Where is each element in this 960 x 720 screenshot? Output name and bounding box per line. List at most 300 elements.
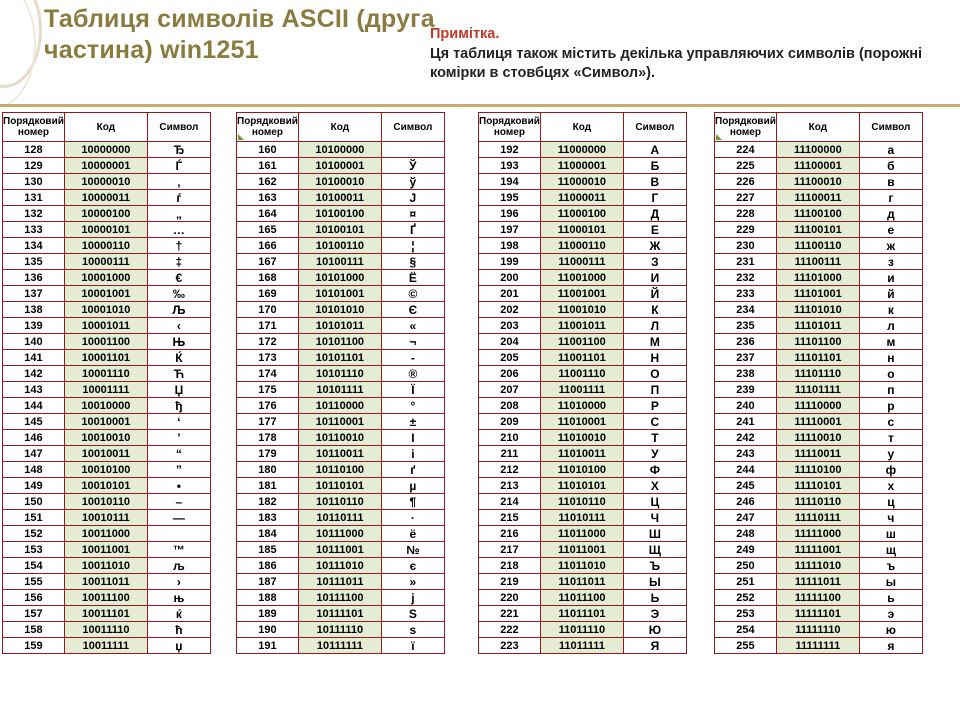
cell-index: 145: [3, 414, 65, 430]
table-row: [479, 142, 687, 158]
cell-symbol: ј: [381, 590, 444, 606]
cell-symbol: м: [859, 334, 922, 350]
table-row: [479, 414, 687, 430]
cell-code: 10111001: [298, 542, 381, 558]
cell-index: 174: [237, 366, 299, 382]
cell-symbol: –: [147, 494, 210, 510]
cell-symbol: ґ: [381, 462, 444, 478]
table-row: [479, 542, 687, 558]
cell-index: 147: [3, 446, 65, 462]
cell-code: 11000111: [540, 254, 623, 270]
cell-symbol: ”: [147, 462, 210, 478]
cell-code: 10110110: [298, 494, 381, 510]
table-header-row: [479, 113, 687, 142]
cell-symbol: -: [381, 350, 444, 366]
cell-symbol: г: [859, 190, 922, 206]
cell-index: 210: [479, 430, 541, 446]
column-header-index: Порядковий номер: [3, 113, 65, 142]
table-row: [479, 462, 687, 478]
cell-index: 219: [479, 574, 541, 590]
cell-symbol: №: [381, 542, 444, 558]
cell-code: 11010010: [540, 430, 623, 446]
cell-index: 137: [3, 286, 65, 302]
cell-symbol: µ: [381, 478, 444, 494]
cell-index: 244: [715, 462, 777, 478]
table-row: [237, 302, 445, 318]
cell-index: 132: [3, 206, 65, 222]
table-row: [715, 606, 923, 622]
cell-symbol: [147, 526, 210, 542]
cell-index: 159: [3, 638, 65, 654]
table-row: [3, 174, 211, 190]
cell-code: 11100110: [776, 238, 859, 254]
cell-index: 140: [3, 334, 65, 350]
table-row: [237, 366, 445, 382]
cell-code: 10010000: [64, 398, 147, 414]
cell-code: 11100010: [776, 174, 859, 190]
table-header-row: [237, 113, 445, 142]
cell-symbol: х: [859, 478, 922, 494]
cell-symbol: љ: [147, 558, 210, 574]
cell-index: 248: [715, 526, 777, 542]
cell-code: 10011011: [64, 574, 147, 590]
cell-index: 211: [479, 446, 541, 462]
cell-code: 10111111: [298, 638, 381, 654]
table-row: [479, 174, 687, 190]
cell-code: 10010100: [64, 462, 147, 478]
decorative-arc-inner: [0, 0, 36, 108]
cell-index: 166: [237, 238, 299, 254]
table-row: [3, 190, 211, 206]
cell-index: 149: [3, 478, 65, 494]
cell-symbol: О: [623, 366, 686, 382]
header-divider: [0, 104, 960, 107]
table-row: [3, 222, 211, 238]
table-row: [237, 206, 445, 222]
cell-symbol: Ґ: [381, 222, 444, 238]
cell-code: 10100110: [298, 238, 381, 254]
cell-code: 10100000: [298, 142, 381, 158]
table-row: [479, 510, 687, 526]
cell-symbol: ‚: [147, 174, 210, 190]
table-row: [715, 366, 923, 382]
table-row: [715, 542, 923, 558]
cell-symbol: э: [859, 606, 922, 622]
cell-symbol: Н: [623, 350, 686, 366]
table-header-row: [715, 113, 923, 142]
cell-symbol: Р: [623, 398, 686, 414]
table-row: [237, 590, 445, 606]
ascii-table-block-3: [714, 112, 923, 654]
cell-symbol: У: [623, 446, 686, 462]
cell-symbol: ў: [381, 174, 444, 190]
cell-symbol: Л: [623, 318, 686, 334]
cell-index: 161: [237, 158, 299, 174]
cell-index: 173: [237, 350, 299, 366]
cell-symbol: п: [859, 382, 922, 398]
decorative-arc-outer: [0, 0, 42, 88]
cell-code: 10000001: [64, 158, 147, 174]
table-row: [715, 414, 923, 430]
cell-index: 156: [3, 590, 65, 606]
cell-code: 11010110: [540, 494, 623, 510]
cell-index: 214: [479, 494, 541, 510]
cell-symbol: Ћ: [147, 366, 210, 382]
table-row: [237, 526, 445, 542]
column-header-symbol: Символ: [147, 113, 210, 142]
cell-code: 10101100: [298, 334, 381, 350]
cell-code: 11111101: [776, 606, 859, 622]
cell-index: 250: [715, 558, 777, 574]
cell-index: 207: [479, 382, 541, 398]
cell-symbol: ќ: [147, 606, 210, 622]
cell-symbol: с: [859, 414, 922, 430]
table-row: [3, 446, 211, 462]
table-row: [479, 494, 687, 510]
cell-index: 239: [715, 382, 777, 398]
table-row: [715, 430, 923, 446]
cell-code: 10111110: [298, 622, 381, 638]
cell-symbol: Є: [381, 302, 444, 318]
cell-index: 150: [3, 494, 65, 510]
table-row: [237, 478, 445, 494]
table-row: [237, 414, 445, 430]
ascii-table-block-2: [478, 112, 687, 654]
cell-symbol: Д: [623, 206, 686, 222]
cell-code: 10011111: [64, 638, 147, 654]
cell-index: 154: [3, 558, 65, 574]
cell-index: 199: [479, 254, 541, 270]
table-row: [237, 334, 445, 350]
cell-code: 11100011: [776, 190, 859, 206]
cell-index: 182: [237, 494, 299, 510]
table-row: [237, 462, 445, 478]
cell-symbol: ›: [147, 574, 210, 590]
cell-code: 10100010: [298, 174, 381, 190]
cell-symbol: к: [859, 302, 922, 318]
cell-symbol: Ы: [623, 574, 686, 590]
cell-symbol: ч: [859, 510, 922, 526]
cell-symbol: ¤: [381, 206, 444, 222]
cell-index: 238: [715, 366, 777, 382]
cell-code: 11001110: [540, 366, 623, 382]
cell-index: 152: [3, 526, 65, 542]
cell-index: 233: [715, 286, 777, 302]
cell-symbol: С: [623, 414, 686, 430]
table-row: [479, 254, 687, 270]
table-row: [715, 382, 923, 398]
cell-index: 138: [3, 302, 65, 318]
cell-code: 11101000: [776, 270, 859, 286]
cell-symbol: «: [381, 318, 444, 334]
cell-code: 11011110: [540, 622, 623, 638]
cell-code: 10011101: [64, 606, 147, 622]
table-row: [479, 206, 687, 222]
cell-index: 133: [3, 222, 65, 238]
table-row: [715, 158, 923, 174]
cell-index: 151: [3, 510, 65, 526]
column-header-symbol: Символ: [381, 113, 444, 142]
cell-symbol: Џ: [147, 382, 210, 398]
cell-code: 11001000: [540, 270, 623, 286]
cell-index: 254: [715, 622, 777, 638]
cell-symbol: н: [859, 350, 922, 366]
cell-symbol: є: [381, 558, 444, 574]
cell-code: 10110001: [298, 414, 381, 430]
cell-code: 11000101: [540, 222, 623, 238]
table-row: [479, 270, 687, 286]
cell-index: 196: [479, 206, 541, 222]
cell-symbol: ё: [381, 526, 444, 542]
cell-symbol: І: [381, 430, 444, 446]
cell-index: 217: [479, 542, 541, 558]
cell-symbol: њ: [147, 590, 210, 606]
table-row: [3, 430, 211, 446]
table-row: [715, 574, 923, 590]
column-header-symbol: Символ: [859, 113, 922, 142]
table-row: [3, 142, 211, 158]
cell-code: 11000100: [540, 206, 623, 222]
cell-index: 204: [479, 334, 541, 350]
cell-index: 130: [3, 174, 65, 190]
cell-symbol: М: [623, 334, 686, 350]
cell-code: 10010111: [64, 510, 147, 526]
cell-index: 249: [715, 542, 777, 558]
table-row: [237, 622, 445, 638]
table-row: [715, 398, 923, 414]
ascii-table: [2, 112, 211, 654]
table-row: [3, 462, 211, 478]
table-row: [479, 334, 687, 350]
cell-code: 11010111: [540, 510, 623, 526]
cell-symbol: й: [859, 286, 922, 302]
table-row: [479, 398, 687, 414]
table-row: [715, 174, 923, 190]
cell-index: 229: [715, 222, 777, 238]
cell-code: 10000110: [64, 238, 147, 254]
cell-symbol: ¦: [381, 238, 444, 254]
cell-symbol: Щ: [623, 542, 686, 558]
table-row: [3, 558, 211, 574]
cell-index: 218: [479, 558, 541, 574]
cell-symbol: ф: [859, 462, 922, 478]
table-row: [237, 638, 445, 654]
cell-index: 175: [237, 382, 299, 398]
cell-index: 163: [237, 190, 299, 206]
cell-code: 10101010: [298, 302, 381, 318]
table-header-row: [3, 113, 211, 142]
cell-code: 11001111: [540, 382, 623, 398]
cell-code: 11011001: [540, 542, 623, 558]
cell-symbol: ™: [147, 542, 210, 558]
table-row: [479, 286, 687, 302]
table-row: [479, 446, 687, 462]
cell-index: 188: [237, 590, 299, 606]
cell-symbol: П: [623, 382, 686, 398]
cell-index: 216: [479, 526, 541, 542]
cell-index: 230: [715, 238, 777, 254]
cell-symbol: я: [859, 638, 922, 654]
table-row: [237, 606, 445, 622]
table-row: [3, 302, 211, 318]
table-row: [3, 398, 211, 414]
table-row: [237, 542, 445, 558]
cell-code: 10000101: [64, 222, 147, 238]
table-row: [715, 526, 923, 542]
cell-symbol: Ь: [623, 590, 686, 606]
cell-index: 201: [479, 286, 541, 302]
cell-symbol: Ђ: [147, 142, 210, 158]
cell-symbol: л: [859, 318, 922, 334]
table-row: [237, 286, 445, 302]
cell-index: 177: [237, 414, 299, 430]
cell-symbol: ·: [381, 510, 444, 526]
cell-code: 10101011: [298, 318, 381, 334]
cell-code: 11011000: [540, 526, 623, 542]
cell-symbol: •: [147, 478, 210, 494]
cell-symbol: Ю: [623, 622, 686, 638]
table-row: [3, 590, 211, 606]
cell-code: 11000001: [540, 158, 623, 174]
table-row: [479, 638, 687, 654]
cell-code: 11010001: [540, 414, 623, 430]
cell-code: 11011011: [540, 574, 623, 590]
cell-code: 10001110: [64, 366, 147, 382]
cell-code: 11100101: [776, 222, 859, 238]
cell-code: 10011000: [64, 526, 147, 542]
column-header-symbol: Символ: [623, 113, 686, 142]
cell-symbol: в: [859, 174, 922, 190]
column-header-index: Порядковий номер: [237, 113, 299, 142]
cell-code: 11101101: [776, 350, 859, 366]
cell-index: 212: [479, 462, 541, 478]
cell-symbol: Т: [623, 430, 686, 446]
cell-symbol: ѕ: [381, 622, 444, 638]
cell-code: 10011110: [64, 622, 147, 638]
table-row: [715, 510, 923, 526]
cell-index: 172: [237, 334, 299, 350]
cell-symbol: ї: [381, 638, 444, 654]
ascii-table: [236, 112, 445, 654]
page-title: Таблиця символів ASCII (друга частина) win1251: [44, 5, 435, 64]
cell-code: 11000011: [540, 190, 623, 206]
cell-code: 10011001: [64, 542, 147, 558]
cell-symbol: Ѓ: [147, 158, 210, 174]
cell-index: 176: [237, 398, 299, 414]
cell-code: 10000011: [64, 190, 147, 206]
cell-symbol: ‰: [147, 286, 210, 302]
cell-index: 167: [237, 254, 299, 270]
table-row: [237, 238, 445, 254]
cell-index: 209: [479, 414, 541, 430]
cell-symbol: у: [859, 446, 922, 462]
table-row: [715, 446, 923, 462]
cell-symbol: Ё: [381, 270, 444, 286]
table-row: [237, 398, 445, 414]
cell-symbol: “: [147, 446, 210, 462]
cell-code: 10101000: [298, 270, 381, 286]
cell-code: 11111110: [776, 622, 859, 638]
table-row: [715, 334, 923, 350]
cell-symbol: р: [859, 398, 922, 414]
cell-index: 198: [479, 238, 541, 254]
cell-code: 10111101: [298, 606, 381, 622]
cell-index: 194: [479, 174, 541, 190]
cell-index: 237: [715, 350, 777, 366]
table-row: [479, 478, 687, 494]
cell-index: 186: [237, 558, 299, 574]
cell-index: 189: [237, 606, 299, 622]
cell-index: 158: [3, 622, 65, 638]
cell-index: 226: [715, 174, 777, 190]
table-row: [237, 574, 445, 590]
cell-index: 160: [237, 142, 299, 158]
table-row: [479, 190, 687, 206]
column-header-index: Порядковий номер: [715, 113, 777, 142]
table-row: [715, 350, 923, 366]
cell-code: 10101101: [298, 350, 381, 366]
ascii-table-block-1: [236, 112, 445, 654]
cell-index: 235: [715, 318, 777, 334]
decorative-corner: [0, 0, 46, 108]
cell-code: 11101001: [776, 286, 859, 302]
cell-code: 11010011: [540, 446, 623, 462]
cell-code: 10001100: [64, 334, 147, 350]
cell-code: 11110001: [776, 414, 859, 430]
table-row: [3, 350, 211, 366]
cell-code: 10100011: [298, 190, 381, 206]
cell-index: 185: [237, 542, 299, 558]
cell-index: 243: [715, 446, 777, 462]
cell-index: 128: [3, 142, 65, 158]
cell-symbol: Й: [623, 286, 686, 302]
column-header-index: Порядковий номер: [479, 113, 541, 142]
cell-index: 168: [237, 270, 299, 286]
table-row: [3, 254, 211, 270]
cell-code: 10110101: [298, 478, 381, 494]
table-row: [715, 558, 923, 574]
cell-code: 11101100: [776, 334, 859, 350]
cell-code: 11110111: [776, 510, 859, 526]
table-row: [237, 158, 445, 174]
cell-symbol: т: [859, 430, 922, 446]
cell-symbol: щ: [859, 542, 922, 558]
cell-symbol: ъ: [859, 558, 922, 574]
cell-code: 11010000: [540, 398, 623, 414]
cell-index: 220: [479, 590, 541, 606]
table-row: [3, 574, 211, 590]
cell-code: 11000010: [540, 174, 623, 190]
cell-symbol: Я: [623, 638, 686, 654]
cell-code: 11101111: [776, 382, 859, 398]
cell-symbol: ‹: [147, 318, 210, 334]
cell-index: 255: [715, 638, 777, 654]
cell-index: 142: [3, 366, 65, 382]
table-row: [3, 158, 211, 174]
table-row: [715, 222, 923, 238]
cell-symbol: Љ: [147, 302, 210, 318]
cell-code: 11011101: [540, 606, 623, 622]
cell-index: 171: [237, 318, 299, 334]
cell-code: 11100100: [776, 206, 859, 222]
cell-code: 11111100: [776, 590, 859, 606]
cell-code: 10101111: [298, 382, 381, 398]
cell-code: 10011010: [64, 558, 147, 574]
cell-code: 10110111: [298, 510, 381, 526]
cell-index: 251: [715, 574, 777, 590]
table-row: [237, 142, 445, 158]
cell-index: 148: [3, 462, 65, 478]
